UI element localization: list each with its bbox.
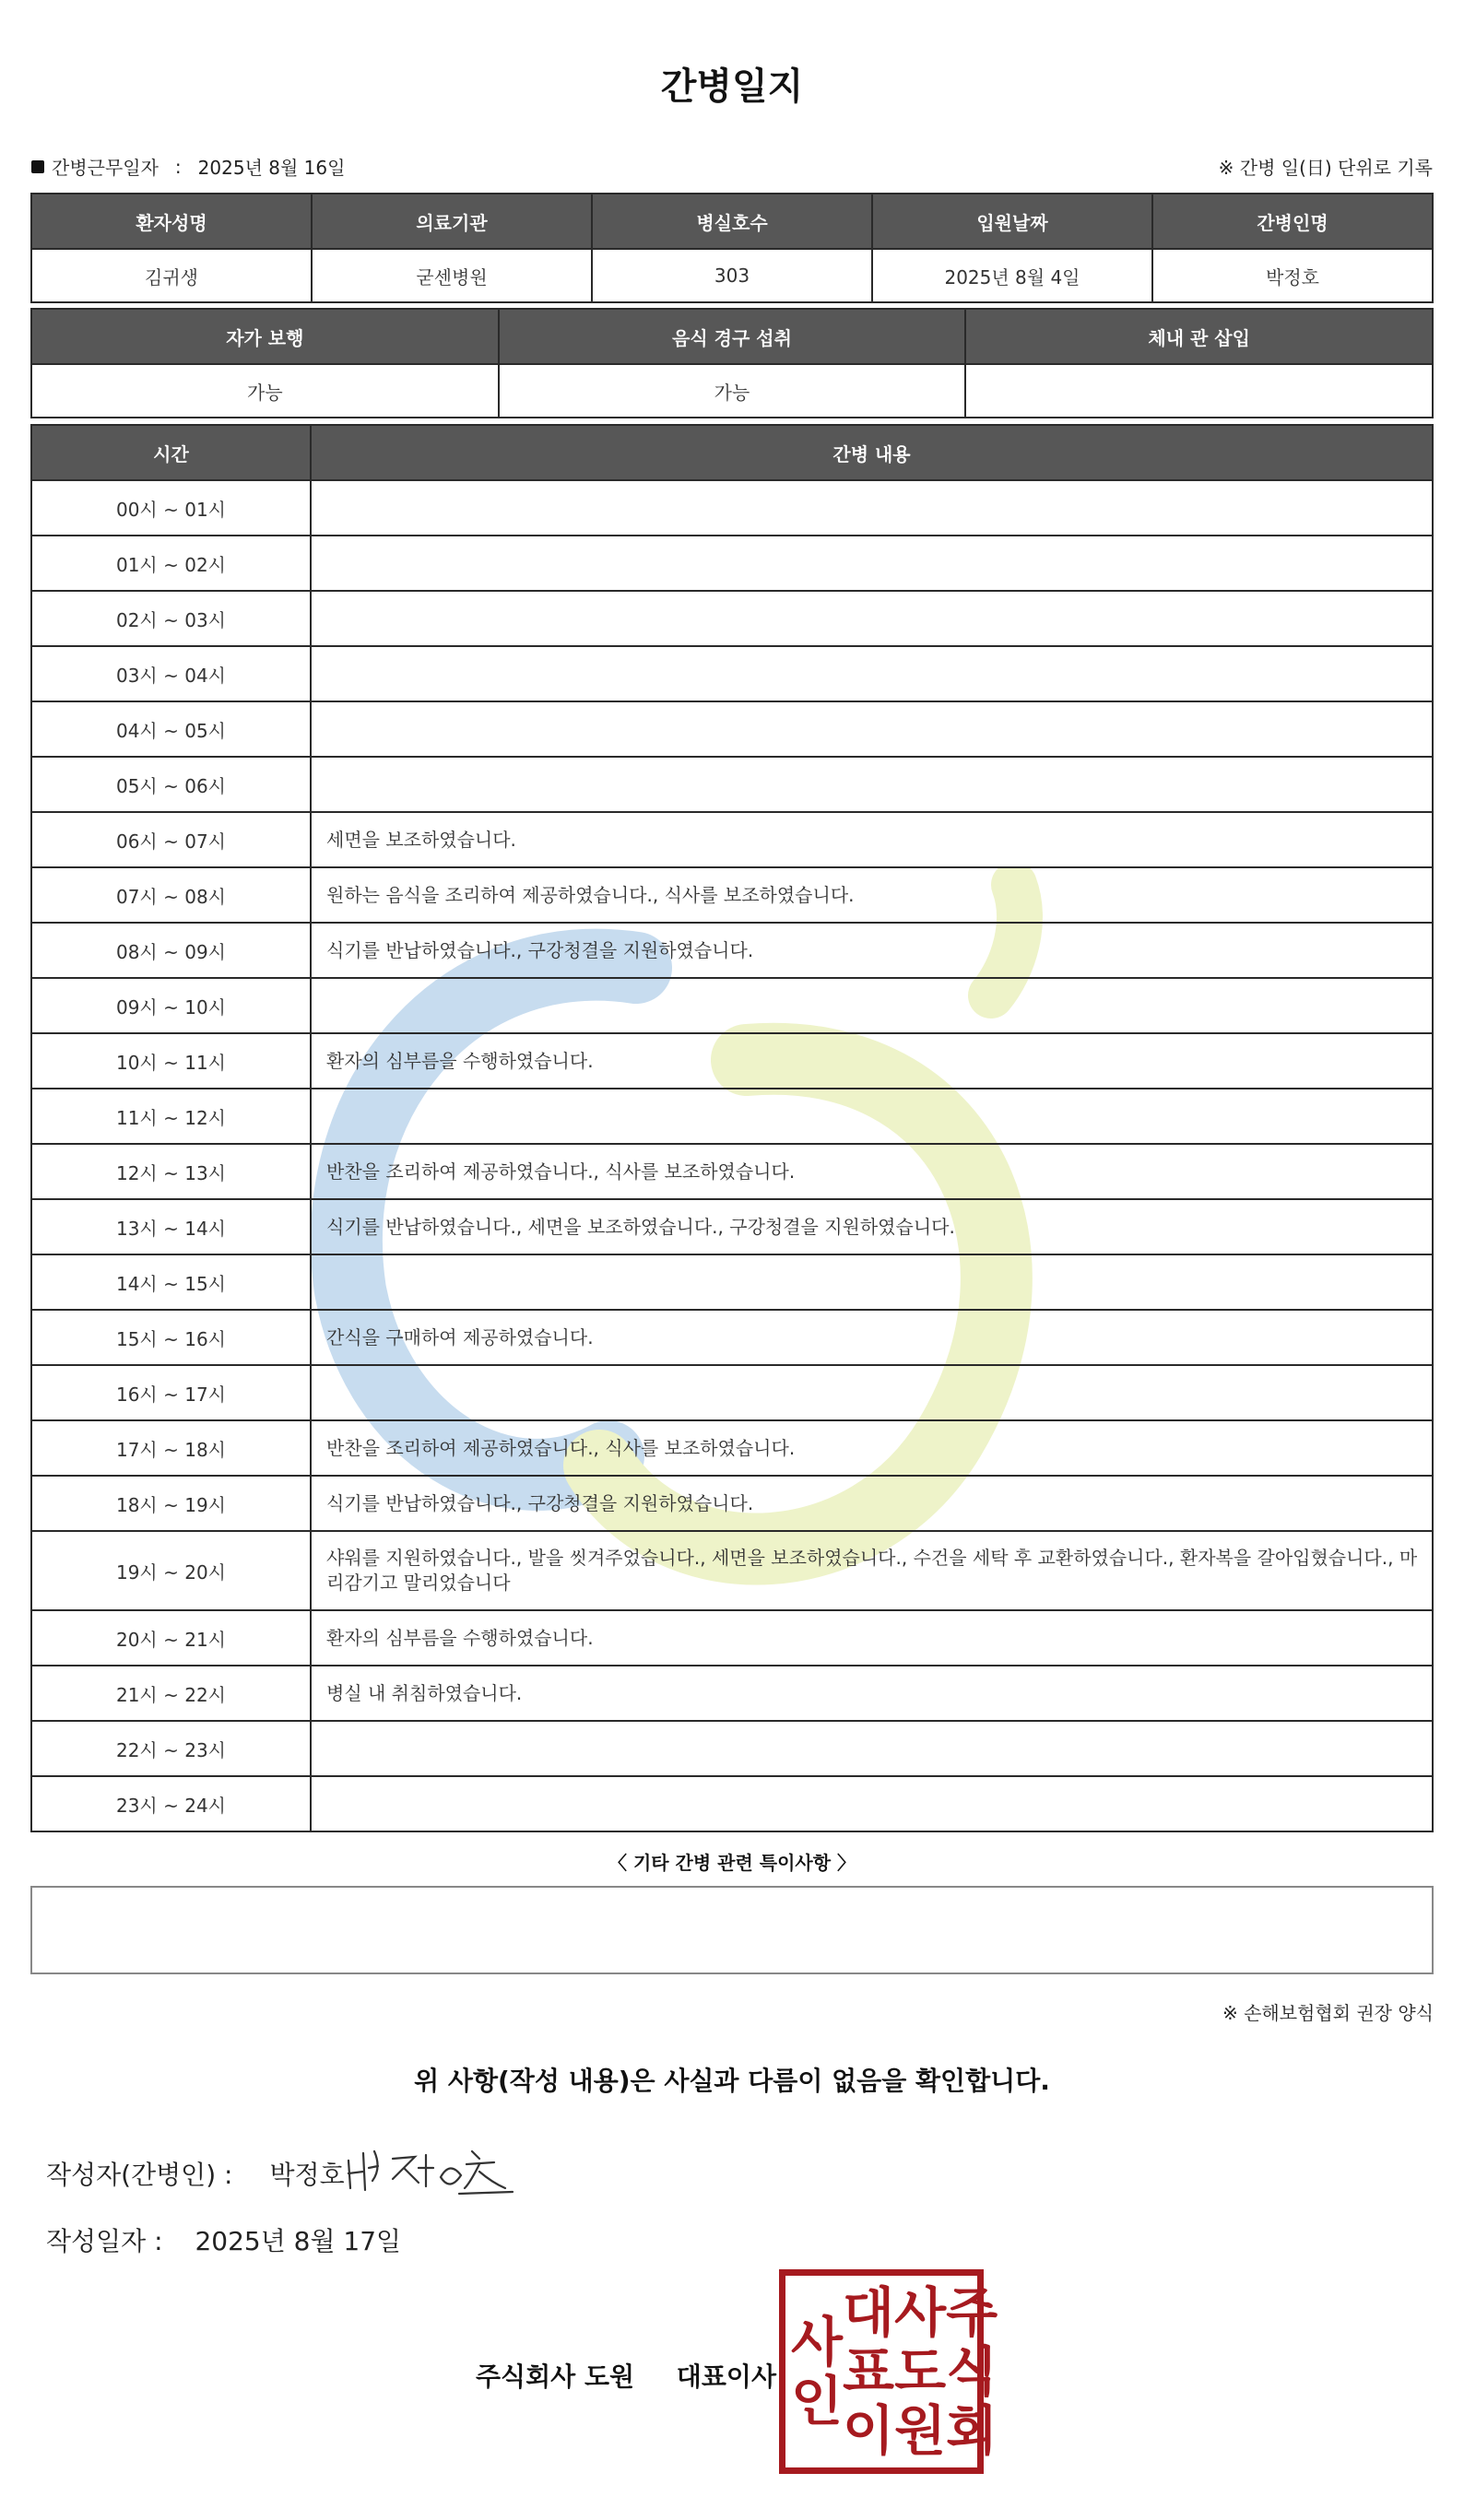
log-time: 08시 ~ 09시: [31, 923, 311, 978]
log-content: [311, 480, 1433, 536]
bullet-square-icon: [31, 160, 44, 173]
seal-column: 주 식 회: [946, 2281, 998, 2462]
patient-value-row: [31, 249, 1433, 302]
log-row: [31, 1144, 1433, 1199]
header-care-content: 간병 내용: [311, 425, 1433, 480]
writer-line: [46, 2155, 345, 2192]
log-row: [31, 1365, 1433, 1420]
caregiver-name: 박정호: [1152, 249, 1433, 302]
log-row: [31, 867, 1433, 923]
header-admission-date: 입원날짜: [872, 194, 1152, 249]
seal-column: 사 도 원: [894, 2281, 947, 2462]
ability-header-row: [31, 309, 1433, 364]
log-row: [31, 646, 1433, 701]
hospital: 굳센병원: [312, 249, 592, 302]
patient-header-row: [31, 194, 1433, 249]
company-seal-stamp: [779, 2269, 998, 2474]
log-content: 반찬을 조리하여 제공하였습니다., 식사를 보조하였습니다.: [311, 1144, 1433, 1199]
header-tube-insertion: 체내 관 삽입: [965, 309, 1433, 364]
log-time: 20시 ~ 21시: [31, 1610, 311, 1666]
tube-insertion: [965, 364, 1433, 418]
log-time: 16시 ~ 17시: [31, 1365, 311, 1420]
log-time: 07시 ~ 08시: [31, 867, 311, 923]
log-row: [31, 1476, 1433, 1531]
log-time: 21시 ~ 22시: [31, 1666, 311, 1721]
log-row: [31, 1199, 1433, 1254]
log-time: 22시 ~ 23시: [31, 1721, 311, 1776]
log-row: [31, 812, 1433, 867]
form-source-note: ※ 손해보험협회 권장 양식: [1222, 2002, 1434, 2024]
log-time: 04시 ~ 05시: [31, 701, 311, 757]
log-row: [31, 1033, 1433, 1089]
log-row: [31, 1310, 1433, 1365]
handwritten-signature: [341, 2140, 525, 2205]
log-time: 03시 ~ 04시: [31, 646, 311, 701]
log-row: [31, 701, 1433, 757]
log-content: [311, 978, 1433, 1033]
log-time: 13시 ~ 14시: [31, 1199, 311, 1254]
log-content: 병실 내 취침하였습니다.: [311, 1666, 1433, 1721]
log-content: [311, 1089, 1433, 1144]
seal-column: 사 인: [791, 2311, 844, 2432]
header-patient-name: 환자성명: [31, 194, 312, 249]
log-row: [31, 1420, 1433, 1476]
log-time: 09시 ~ 10시: [31, 978, 311, 1033]
self-walking: 가능: [31, 364, 499, 418]
log-row: [31, 923, 1433, 978]
seal-column: 대 표 이: [843, 2281, 895, 2462]
log-content: [311, 1254, 1433, 1310]
log-content: 반찬을 조리하여 제공하였습니다., 식사를 보조하였습니다.: [311, 1420, 1433, 1476]
patient-info-table: [30, 193, 1434, 303]
care-log-table: [30, 424, 1434, 1832]
log-time: 06시 ~ 07시: [31, 812, 311, 867]
log-row: [31, 1254, 1433, 1310]
log-content: 환자의 심부름을 수행하였습니다.: [311, 1610, 1433, 1666]
log-row: [31, 1776, 1433, 1831]
log-content: [311, 1721, 1433, 1776]
work-date: [31, 153, 345, 180]
company-line: [476, 2357, 776, 2394]
log-header-row: [31, 425, 1433, 480]
writer-name: 박정호: [269, 2160, 345, 2190]
log-content: 식기를 반납하였습니다., 구강청결을 지원하였습니다.: [311, 1476, 1433, 1531]
log-content: 간식을 구매하여 제공하였습니다.: [311, 1310, 1433, 1365]
company-name: 주식회사 도원: [476, 2361, 635, 2392]
work-date-label: 간병근무일자: [52, 157, 159, 179]
admission-date: 2025년 8월 4일: [872, 249, 1152, 302]
room-number: 303: [592, 249, 872, 302]
page-title: 간병일지: [660, 65, 804, 108]
log-time: 15시 ~ 16시: [31, 1310, 311, 1365]
log-content: [311, 1365, 1433, 1420]
patient-name: 김귀생: [31, 249, 312, 302]
log-time: 02시 ~ 03시: [31, 591, 311, 646]
log-content: 원하는 음식을 조리하여 제공하였습니다., 식사를 보조하였습니다.: [311, 867, 1433, 923]
header-time: 시간: [31, 425, 311, 480]
log-row: [31, 591, 1433, 646]
log-row: [31, 1721, 1433, 1776]
written-date-line: [46, 2221, 401, 2258]
written-date-label: 작성일자 :: [46, 2226, 163, 2256]
special-notes-box: [30, 1886, 1434, 1974]
log-content: 샤워를 지원하였습니다., 발을 씻겨주었습니다., 세면을 보조하였습니다., 수건을 세탁 후 교환하였습니다., 환자복을 갈아입혔습니다., 마리감기고 말리었습니다: [311, 1531, 1433, 1610]
header-caregiver-name: 간병인명: [1152, 194, 1433, 249]
confirmation-statement: 위 사항(작성 내용)은 사실과 다름이 없음을 확인합니다.: [414, 2066, 1050, 2096]
meta-row: [31, 153, 1433, 181]
log-time: 17시 ~ 18시: [31, 1420, 311, 1476]
ability-value-row: [31, 364, 1433, 418]
log-time: 14시 ~ 15시: [31, 1254, 311, 1310]
log-time: 05시 ~ 06시: [31, 757, 311, 812]
log-content: [311, 757, 1433, 812]
log-content: [311, 536, 1433, 591]
log-row: [31, 536, 1433, 591]
log-time: 11시 ~ 12시: [31, 1089, 311, 1144]
log-row: [31, 1531, 1433, 1610]
log-content: [311, 701, 1433, 757]
header-oral-intake: 음식 경구 섭취: [499, 309, 966, 364]
log-content: 식기를 반납하였습니다., 세면을 보조하였습니다., 구강청결을 지원하였습니다.: [311, 1199, 1433, 1254]
log-row: [31, 978, 1433, 1033]
log-row: [31, 480, 1433, 536]
log-time: 12시 ~ 13시: [31, 1144, 311, 1199]
ability-table: [30, 308, 1434, 418]
log-content: 세면을 보조하였습니다.: [311, 812, 1433, 867]
header-hospital: 의료기관: [312, 194, 592, 249]
log-content: [311, 1776, 1433, 1831]
header-room-number: 병실호수: [592, 194, 872, 249]
log-content: [311, 646, 1433, 701]
oral-intake: 가능: [499, 364, 966, 418]
header-self-walking: 자가 보행: [31, 309, 499, 364]
log-content: 식기를 반납하였습니다., 구강청결을 지원하였습니다.: [311, 923, 1433, 978]
log-row: [31, 1666, 1433, 1721]
log-time: 18시 ~ 19시: [31, 1476, 311, 1531]
log-row: [31, 1610, 1433, 1666]
log-time: 19시 ~ 20시: [31, 1531, 311, 1610]
log-content: [311, 591, 1433, 646]
writer-label: 작성자(간병인) :: [46, 2160, 233, 2190]
work-date-value: 2025년 8월 16일: [197, 157, 346, 179]
log-time: 10시 ~ 11시: [31, 1033, 311, 1089]
log-row: [31, 1089, 1433, 1144]
log-content: 환자의 심부름을 수행하였습니다.: [311, 1033, 1433, 1089]
ceo-label: 대표이사: [676, 2361, 776, 2392]
written-date-value: 2025년 8월 17일: [195, 2226, 402, 2256]
work-date-colon: :: [174, 155, 182, 178]
record-unit-note: ※ 간병 일(日) 단위로 기록: [1218, 157, 1433, 179]
log-time: 00시 ~ 01시: [31, 480, 311, 536]
log-time: 01시 ~ 02시: [31, 536, 311, 591]
log-row: [31, 757, 1433, 812]
log-time: 23시 ~ 24시: [31, 1776, 311, 1831]
special-notes-heading: 〈 기타 간병 관련 특이사항 〉: [608, 1852, 856, 1874]
